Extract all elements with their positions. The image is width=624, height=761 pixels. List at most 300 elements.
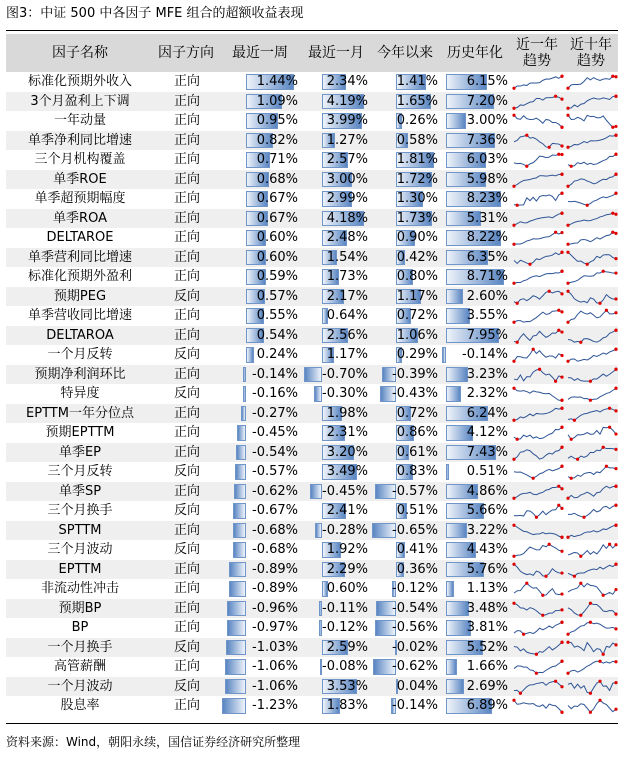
value-text: 0.80% xyxy=(396,269,438,284)
value-text: 3.22% xyxy=(466,522,508,538)
value-text: 0.90% xyxy=(396,230,438,245)
value-text: -0.39% xyxy=(392,366,438,382)
sparkline-one-year xyxy=(512,170,564,190)
metric-value-w xyxy=(220,696,300,716)
value-text: 0.42% xyxy=(396,249,438,265)
sparkline-marker xyxy=(560,270,563,273)
sparkline-marker xyxy=(614,708,617,711)
metric-value-h xyxy=(440,131,510,151)
sparkline-ten-year xyxy=(566,404,618,424)
value-text: -0.96% xyxy=(252,600,298,616)
sparkline-path xyxy=(514,525,562,537)
sparkline-path xyxy=(568,213,616,225)
factor-name: 三个月波动 xyxy=(47,542,113,557)
sparkline-marker xyxy=(560,621,563,624)
sparkline-ten-year xyxy=(566,150,618,170)
sparkline-marker xyxy=(614,75,617,78)
value-text: 1.30% xyxy=(396,191,438,206)
metric-value-y xyxy=(370,384,440,404)
factor-name: DELTAROE xyxy=(46,230,114,245)
sparkline-marker xyxy=(611,75,614,78)
factor-name: DELTAROA xyxy=(46,327,114,343)
sparkline-marker xyxy=(566,321,569,324)
value-text: 0.64% xyxy=(326,308,368,323)
sparkline-path xyxy=(568,76,616,88)
value-text: 8.23% xyxy=(466,191,508,206)
sparkline-marker xyxy=(566,106,569,109)
table-row xyxy=(6,170,618,190)
value-text: 1.09% xyxy=(256,93,298,109)
value-text: 0.68% xyxy=(256,171,298,187)
factor-direction: 正向 xyxy=(173,698,200,713)
sparkline-one-year xyxy=(512,150,564,170)
sparkline-path xyxy=(514,369,562,381)
sparkline-marker xyxy=(614,523,617,526)
sparkline-one-year xyxy=(512,306,564,326)
factor-name: 股息率 xyxy=(60,698,100,713)
factor-name: 高管薪酬 xyxy=(53,659,106,674)
metric-value-w xyxy=(220,209,300,229)
value-text: -0.57% xyxy=(392,483,438,499)
value-text: -0.12% xyxy=(322,620,368,635)
sparkline-path xyxy=(514,466,562,478)
sparkline-marker xyxy=(560,172,563,175)
metric-value-h xyxy=(440,111,510,131)
value-text: -0.14% xyxy=(252,366,298,382)
value-text: 0.72% xyxy=(396,405,438,421)
sparkline-one-year xyxy=(512,657,564,677)
metric-value-m xyxy=(302,501,370,521)
value-text: -0.67% xyxy=(252,503,298,518)
table-row xyxy=(6,228,618,248)
value-text: 3.00% xyxy=(326,171,368,187)
metric-value-m xyxy=(302,462,370,482)
metric-value-h xyxy=(440,150,510,170)
sparkline-marker xyxy=(611,126,614,129)
sparkline-marker xyxy=(560,192,563,195)
metric-value-m xyxy=(302,618,370,638)
value-text: 3.81% xyxy=(466,620,508,635)
table-row xyxy=(6,657,618,677)
value-text: 2.17% xyxy=(326,288,368,304)
metric-value-m xyxy=(302,696,370,716)
metric-value-y xyxy=(370,111,440,131)
sparkline-one-year xyxy=(512,423,564,443)
metric-value-w xyxy=(220,443,300,463)
metric-value-m xyxy=(302,657,370,677)
sparkline-marker xyxy=(560,97,563,100)
value-text: -1.23% xyxy=(252,698,298,713)
factor-name: 单季ROE xyxy=(53,171,107,187)
metric-value-w xyxy=(220,579,300,599)
sparkline-marker xyxy=(560,231,563,234)
factor-name: 预期净利润环比 xyxy=(34,366,126,382)
sparkline-marker xyxy=(614,627,617,630)
factor-direction: 正向 xyxy=(173,405,200,421)
sparkline-marker xyxy=(525,133,528,136)
sparkline-marker xyxy=(566,633,569,636)
sparkline-ten-year xyxy=(566,482,618,502)
sparkline-marker xyxy=(605,309,608,312)
value-text: 7.36% xyxy=(466,132,508,148)
sparkline-path xyxy=(568,96,616,108)
sparkline-marker xyxy=(566,672,569,675)
factor-name: 一个月波动 xyxy=(47,678,113,694)
factor-direction: 正向 xyxy=(173,483,200,499)
value-text: -0.14% xyxy=(462,347,508,362)
metric-value-m xyxy=(302,267,370,287)
sparkline-marker xyxy=(614,348,617,351)
factor-direction: 反向 xyxy=(173,347,200,362)
factor-direction: 正向 xyxy=(173,93,200,109)
sparkline-marker xyxy=(598,301,601,304)
value-text: 2.59% xyxy=(326,639,368,655)
metric-value-y xyxy=(370,423,440,443)
sparkline-path xyxy=(514,213,562,225)
sparkline-marker xyxy=(614,172,617,175)
sparkline-marker xyxy=(566,243,569,246)
value-text: 0.61% xyxy=(396,444,438,460)
sparkline-ten-year xyxy=(566,462,618,482)
factor-name: 三个月换手 xyxy=(47,503,113,518)
sparkline-marker xyxy=(566,184,569,187)
value-text: 0.95% xyxy=(256,113,298,128)
value-text: 1.06% xyxy=(396,327,438,343)
sparkline-marker xyxy=(598,679,601,682)
metric-value-h xyxy=(440,599,510,619)
sparkline-marker xyxy=(560,487,563,490)
value-text: 0.59% xyxy=(256,269,298,284)
sparkline-marker xyxy=(557,484,560,487)
sparkline-marker xyxy=(608,426,611,429)
metric-value-y xyxy=(370,540,440,560)
factor-name: 三个月反转 xyxy=(47,464,113,479)
sparkline-marker xyxy=(589,399,592,402)
metric-value-y xyxy=(370,326,440,346)
factor-name: 非流动性冲击 xyxy=(40,581,119,596)
sparkline-marker xyxy=(566,87,569,90)
sparkline-path xyxy=(514,271,562,283)
factor-name: 特异度 xyxy=(60,386,100,401)
sparkline-one-year xyxy=(512,72,564,92)
value-text: -0.68% xyxy=(252,522,298,538)
metric-value-y xyxy=(370,696,440,716)
sparkline-one-year xyxy=(512,404,564,424)
sparkline-path xyxy=(514,174,562,186)
value-text: 5.31% xyxy=(466,210,508,226)
sparkline-marker xyxy=(525,165,528,168)
sparkline-path xyxy=(514,447,562,459)
value-text: 1.72% xyxy=(396,171,438,187)
factor-name: 预期PEG xyxy=(53,288,107,304)
sparkline-marker xyxy=(614,257,617,260)
sparkline-marker xyxy=(614,387,617,390)
table-row xyxy=(6,72,618,92)
value-text: 0.67% xyxy=(256,210,298,226)
value-text: 3.00% xyxy=(466,113,508,128)
metric-value-y xyxy=(370,189,440,209)
sparkline-marker xyxy=(560,153,563,156)
factor-direction: 正向 xyxy=(173,327,200,343)
value-text: -0.54% xyxy=(252,444,298,460)
value-text: 0.55% xyxy=(256,308,298,323)
factor-direction: 正向 xyxy=(173,620,200,635)
value-text: -0.68% xyxy=(252,542,298,557)
metric-value-m xyxy=(302,404,370,424)
sparkline-marker xyxy=(598,699,601,702)
sparkline-ten-year xyxy=(566,189,618,209)
sparkline-marker xyxy=(589,379,592,382)
value-text: 6.03% xyxy=(466,152,508,167)
table-row xyxy=(6,521,618,541)
sparkline-marker xyxy=(614,467,617,470)
metric-value-m xyxy=(302,423,370,443)
metric-value-w xyxy=(220,501,300,521)
value-text: 3.53% xyxy=(326,678,368,694)
sparkline-ten-year xyxy=(566,638,618,658)
sparkline-marker xyxy=(605,465,608,468)
sparkline-marker xyxy=(538,367,541,370)
sparkline-path xyxy=(568,330,616,342)
value-text: -0.65% xyxy=(392,522,438,538)
value-text: -0.12% xyxy=(392,581,438,596)
value-text: 0.71% xyxy=(256,152,298,167)
metric-value-w xyxy=(220,189,300,209)
table-row xyxy=(6,482,618,502)
sparkline-path xyxy=(514,193,562,205)
metric-value-m xyxy=(302,306,370,326)
table-row xyxy=(6,599,618,619)
metric-value-h xyxy=(440,423,510,443)
sparkline-ten-year xyxy=(566,92,618,112)
table-row xyxy=(6,423,618,443)
value-text: 1.17% xyxy=(326,347,368,362)
sparkline-marker xyxy=(512,360,515,363)
value-text: 0.24% xyxy=(256,347,298,362)
value-text: 7.20% xyxy=(466,93,508,109)
metric-value-y xyxy=(370,404,440,424)
metric-value-m xyxy=(302,579,370,599)
value-text: 4.12% xyxy=(466,425,508,440)
sparkline-marker xyxy=(560,571,563,574)
sparkline-one-year xyxy=(512,540,564,560)
sparkline-marker xyxy=(516,438,519,441)
factor-direction: 反向 xyxy=(173,542,200,557)
sparkline-marker xyxy=(560,126,563,129)
value-text: -0.45% xyxy=(252,425,298,440)
sparkline-ten-year xyxy=(566,618,618,638)
factor-direction: 正向 xyxy=(173,308,200,323)
value-text: -0.30% xyxy=(322,386,368,401)
sparkline-marker xyxy=(560,465,563,468)
value-text: 6.35% xyxy=(466,249,508,265)
value-text: 0.58% xyxy=(396,132,438,148)
value-text: 2.69% xyxy=(466,678,508,694)
metric-value-y xyxy=(370,92,440,112)
value-text: 1.92% xyxy=(326,542,368,557)
sparkline-marker xyxy=(566,223,569,226)
value-text: 0.72% xyxy=(396,308,438,323)
sparkline-marker xyxy=(544,574,547,577)
factor-direction: 正向 xyxy=(173,191,200,206)
value-text: 2.48% xyxy=(326,230,368,245)
table-row xyxy=(6,189,618,209)
sparkline-marker xyxy=(566,496,569,499)
sparkline-marker xyxy=(589,601,592,604)
sparkline-path xyxy=(514,291,562,303)
value-text: -0.57% xyxy=(252,464,298,479)
sparkline-marker xyxy=(570,438,573,441)
sparkline-one-year xyxy=(512,111,564,131)
sparkline-marker xyxy=(512,601,515,604)
sparkline-ten-year xyxy=(566,560,618,580)
value-text: 4.19% xyxy=(326,93,368,109)
value-text: 1.66% xyxy=(466,659,508,674)
sparkline-path xyxy=(568,388,616,400)
metric-value-h xyxy=(440,228,510,248)
sparkline-path xyxy=(514,642,562,654)
value-text: 0.60% xyxy=(326,581,368,596)
sparkline-path xyxy=(514,310,562,322)
sparkline-marker xyxy=(614,432,617,435)
value-text: 2.56% xyxy=(326,327,368,343)
value-text: 3.49% xyxy=(326,464,368,479)
value-text: 1.27% xyxy=(326,132,368,148)
metric-value-w xyxy=(220,462,300,482)
metric-value-w xyxy=(220,72,300,92)
value-text: -0.62% xyxy=(252,483,298,499)
sparkline-marker xyxy=(614,192,617,195)
factor-direction: 正向 xyxy=(173,581,200,596)
value-text: 6.24% xyxy=(466,405,508,421)
metric-value-y xyxy=(370,306,440,326)
sparkline-marker xyxy=(602,594,605,597)
sparkline-path xyxy=(568,271,616,283)
value-text: 3.48% xyxy=(466,600,508,616)
metric-value-w xyxy=(220,521,300,541)
sparkline-one-year xyxy=(512,287,564,307)
sparkline-ten-year xyxy=(566,384,618,404)
sparkline-path xyxy=(514,427,562,439)
sparkline-marker xyxy=(560,426,563,429)
metric-value-w xyxy=(220,482,300,502)
metric-value-y xyxy=(370,501,440,521)
sparkline-path xyxy=(568,466,616,478)
value-text: -0.08% xyxy=(322,659,368,674)
sparkline-marker xyxy=(589,621,592,624)
sparkline-marker xyxy=(614,232,617,235)
metric-value-h xyxy=(440,540,510,560)
value-text: 3.23% xyxy=(466,366,508,382)
sparkline-marker xyxy=(576,457,579,460)
sparkline-ten-year xyxy=(566,423,618,443)
value-text: -0.14% xyxy=(392,698,438,713)
sparkline-marker xyxy=(548,543,551,546)
sparkline-marker xyxy=(541,594,544,597)
value-text: 8.22% xyxy=(466,230,508,245)
metric-value-w xyxy=(220,170,300,190)
metric-value-m xyxy=(302,111,370,131)
metric-value-y xyxy=(370,618,440,638)
sparkline-marker xyxy=(566,250,569,253)
value-text: 5.52% xyxy=(466,639,508,655)
sparkline-marker xyxy=(512,87,515,90)
value-text: 1.13% xyxy=(466,581,508,596)
sparkline-marker xyxy=(614,543,617,546)
sparkline-marker xyxy=(548,289,551,292)
table-header xyxy=(6,34,618,72)
factor-direction: 反向 xyxy=(173,288,200,304)
metric-value-h xyxy=(440,384,510,404)
table-row xyxy=(6,267,618,287)
value-text: 2.99% xyxy=(326,191,368,206)
metric-value-m xyxy=(302,599,370,619)
value-text: 5.98% xyxy=(466,171,508,187)
sparkline-marker xyxy=(560,608,563,611)
table-row xyxy=(6,111,618,131)
sparkline-marker xyxy=(512,457,515,460)
sparkline-marker xyxy=(586,262,589,265)
metric-value-w xyxy=(220,618,300,638)
factor-name: 单季ROA xyxy=(53,210,107,226)
metric-value-m xyxy=(302,209,370,229)
metric-value-h xyxy=(440,306,510,326)
table-body xyxy=(6,72,618,716)
value-text: -0.89% xyxy=(252,581,298,596)
value-text: -0.97% xyxy=(252,620,298,635)
value-text: 2.34% xyxy=(326,74,368,89)
sparkline-path xyxy=(568,622,616,634)
factor-direction: 正向 xyxy=(173,561,200,577)
sparkline-marker xyxy=(516,301,519,304)
sparkline-marker xyxy=(614,504,617,507)
header-factor-name: 因子名称 xyxy=(52,45,108,61)
factor-name: EPTTM一年分位点 xyxy=(26,405,134,421)
metric-value-w xyxy=(220,423,300,443)
metric-value-h xyxy=(440,677,510,697)
sparkline-marker xyxy=(512,106,515,109)
sparkline-marker xyxy=(614,297,617,300)
sparkline-path xyxy=(568,174,616,186)
sparkline-marker xyxy=(512,699,515,702)
sparkline-marker xyxy=(611,211,614,214)
metric-value-y xyxy=(370,482,440,502)
value-text: 1.83% xyxy=(326,698,368,713)
value-text: 1.54% xyxy=(326,249,368,265)
factor-direction: 反向 xyxy=(173,639,200,655)
sparkline-marker xyxy=(525,582,528,585)
sparkline-marker xyxy=(614,311,617,314)
sparkline-one-year xyxy=(512,326,564,346)
factor-name: 单季净利同比增速 xyxy=(27,132,132,148)
factor-direction: 正向 xyxy=(173,113,200,128)
metric-value-m xyxy=(302,170,370,190)
sparkline-one-year xyxy=(512,599,564,619)
metric-value-h xyxy=(440,189,510,209)
sparkline-marker xyxy=(512,418,515,421)
sparkline-marker xyxy=(560,310,563,313)
sparkline-marker xyxy=(560,375,563,378)
sparkline-marker xyxy=(614,367,617,370)
value-text: 2.60% xyxy=(466,288,508,304)
value-text: -0.27% xyxy=(252,405,298,421)
sparkline-marker xyxy=(512,496,515,499)
metric-value-w xyxy=(220,677,300,697)
metric-value-w xyxy=(220,287,300,307)
value-text: -0.62% xyxy=(392,659,438,674)
sparkline-one-year xyxy=(512,248,564,268)
metric-value-y xyxy=(370,170,440,190)
